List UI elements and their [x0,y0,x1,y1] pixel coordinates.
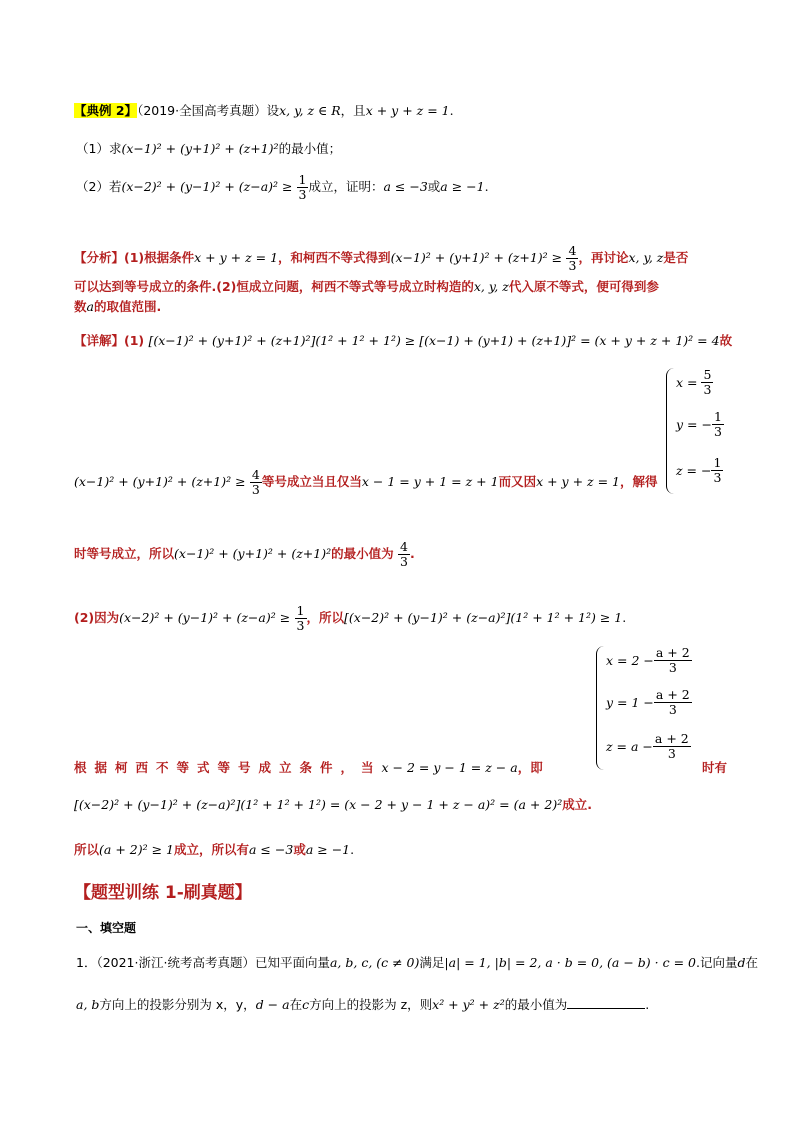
q1-number: （1）求 [76,141,122,156]
vector-d: d [737,955,746,970]
system-row [676,410,724,439]
system-row [606,688,692,717]
detail-label: (2)因为 [74,610,120,625]
q1-tail: 的最小值； [278,141,342,156]
analysis-line-2 [74,279,659,295]
problem-text: .记向量 [695,955,738,970]
detail-p2-line-3 [74,797,592,813]
detail-equation: [(x−2)² + (y−1)² + (z−a)²](1² + 1² + 1²) ≥ 1 [344,610,623,625]
brace [666,368,675,494]
analysis-text: 是否 [663,250,689,265]
vector-c: c [302,997,310,1012]
fraction-den: 3 [400,554,408,569]
result-1: a ≤ −3 [383,179,428,194]
row-lhs: z = a − [606,739,653,754]
fraction [250,468,262,497]
vector-conditions: |a| = 1, |b| = 2, a · b = 0, (a − b) · c = 0 [444,955,696,970]
result-2: a ≥ −1 [440,179,485,194]
dot: . [622,610,627,625]
result-1: a ≤ −3 [249,842,294,857]
or-text: 或 [293,842,306,857]
fraction [297,173,309,202]
stem-text: 设 [266,103,280,118]
fraction-den: 3 [296,618,305,633]
detail-text: 故 [719,333,733,348]
analysis-inequality: (x−1)² + (y+1)² + (z+1)² ≥ [390,250,563,265]
problem-lead: 1．（2021·浙江·统考高考真题）已知平面向量 [76,955,330,970]
detail-text: ，所以 [306,610,345,625]
analysis-var-a: a [86,299,94,314]
fraction-num: 4 [400,539,408,554]
analysis-vars: x, y, z [628,250,664,265]
q2-tail: 成立，证明： [308,179,384,194]
detail-text: 根据柯西不等式等号成立条件，当 [74,760,382,775]
target-expression: x² + y² + z² [432,997,505,1012]
problem-text: 方向上的投影分别为 x，y， [99,997,256,1012]
analysis-text: 的取值范围. [93,299,162,314]
subsection-title: 一、填空题 [76,921,137,935]
stem-text: ，且 [340,103,366,118]
fraction-num: a + 2 [654,731,689,746]
question-1 [76,141,341,157]
answer-blank[interactable] [567,996,645,1009]
question-2 [76,173,489,202]
fraction [712,410,724,439]
detail-line-3 [74,540,415,569]
system-row [676,456,723,485]
brace [596,646,605,770]
fraction [701,368,713,397]
vars: x, y, z ∈ R [279,103,341,118]
system-row [606,732,691,761]
fraction-num: 1 [298,172,307,187]
problem-1-line-2 [76,996,649,1013]
fraction-den: 3 [703,382,712,397]
analysis-text: ，再讨论 [578,250,629,265]
dot: . [409,546,415,561]
problem-text: 在 [289,997,303,1012]
detail-text: 时有 [702,760,728,775]
detail-condition: x + y + z = 1 [536,474,620,489]
detail-text: 成立. [562,797,592,812]
fraction-den: 3 [251,482,260,497]
section-title: 【题型训练 1-刷真题】 [74,883,252,903]
system-row [606,646,692,675]
fraction-num: 4 [568,243,577,258]
equality-condition: x − 2 = y − 1 = z − a [381,760,518,775]
fraction-den: 3 [667,746,676,761]
fraction-den: 3 [713,424,722,439]
fraction [653,732,691,761]
fraction-num: 4 [251,467,260,482]
detail-p2-line-2 [74,760,543,776]
vector-d-minus-a: d − a [255,997,290,1012]
analysis-text: 可以达到等号成立的条件.(2)恒成立问题，柯西不等式等号成立时构造的 [74,279,474,294]
result-2: a ≥ −1 [305,842,351,857]
analysis-text: ，和柯西不等式得到 [278,250,391,265]
detail-inequality: (x−1)² + (y+1)² + (z+1)² ≥ [74,474,246,489]
detail-text: 的最小值为 [331,546,394,561]
solution-system-1 [666,368,756,494]
detail-line-2 [74,468,658,497]
detail-text: ，解得 [620,474,658,489]
condition: x + y + z = 1 [365,103,450,118]
analysis-label: 【分析】(1)根据条件 [74,250,195,265]
fraction [711,456,723,485]
detail-p2-line-2b [702,760,727,776]
example-badge: 【典例 2】 [74,103,138,118]
detail-expression: (x−1)² + (y+1)² + (z+1)² [174,546,332,561]
detail-text: 时等号成立，所以 [74,546,175,561]
q2-expression: (x−2)² + (y−1)² + (z−a)² ≥ [121,179,293,194]
detail-text: 而又因 [498,474,537,489]
analysis-condition: x + y + z = 1 [194,250,279,265]
dot: . [645,997,650,1012]
system-row [676,368,713,397]
fraction [654,646,692,675]
row-lhs: y = 1 − [606,695,654,710]
detail-p2-line-4 [74,842,354,858]
analysis-line-3 [74,299,161,315]
detail-equation: [(x−1)² + (y+1)² + (z+1)²](1² + 1² + 1²) ≥ [(x−1) + (y+1) + (z+1)]² = (x + y + z + 1)² = 4 [148,333,720,348]
fraction-num: 1 [713,409,722,424]
example-source: （2019·全国高考真题） [137,103,267,118]
detail-text: 等号成立当且仅当 [261,474,362,489]
detail-text: ，即 [517,760,543,775]
detail-inequality: (x−2)² + (y−1)² + (z−a)² ≥ [119,610,291,625]
vectors: a, b, c, (c ≠ 0) [329,955,420,970]
fraction-den: 3 [668,702,677,717]
row-lhs: x = 2 − [606,653,654,668]
fraction [566,244,578,273]
solution-system-2 [596,646,696,770]
analysis-text: 数 [74,299,87,314]
q1-expression: (x−1)² + (y+1)² + (z+1)² [121,141,279,156]
problem-text: 的最小值为 [504,997,568,1012]
detail-text: 所以 [74,842,100,857]
fraction-den: 3 [298,187,307,202]
dot: . [449,103,454,118]
fraction-den: 3 [713,470,722,485]
fraction [295,604,307,633]
problem-1-line-1 [76,955,758,971]
example-title-line [74,103,454,119]
problem-text: 方向上的投影为 z，则 [309,997,433,1012]
detail-text: 成立，所以有 [173,842,249,857]
fraction-num: 1 [713,455,722,470]
row-lhs: y = − [676,417,712,432]
vectors-ab: a, b [76,997,100,1012]
row-lhs: z = − [676,463,712,478]
detail-line-1 [74,333,732,349]
problem-text: 在 [745,955,758,970]
fraction-num: a + 2 [655,645,690,660]
analysis-text: 代入原不等式，便可得到参 [508,279,659,294]
detail-label: 【详解】(1) [74,333,145,348]
detail-p2-line-1 [74,604,626,633]
equality-condition: x − 1 = y + 1 = z + 1 [361,474,499,489]
analysis-vars: x, y, z [473,279,509,294]
fraction [398,540,410,569]
fraction [654,688,692,717]
dot: . [484,179,489,194]
or-text: 或 [427,179,441,194]
analysis-line-1 [74,244,688,273]
fraction-den: 3 [568,258,577,273]
fraction-num: 1 [296,603,305,618]
problem-text: 满足 [419,955,445,970]
q2-number: （2）若 [76,179,122,194]
row-lhs: x = [676,375,698,390]
detail-inequality: (a + 2)² ≥ 1 [99,842,174,857]
fraction-num: a + 2 [655,687,690,702]
detail-equation: [(x−2)² + (y−1)² + (z−a)²](1² + 1² + 1²) = (x − 2 + y − 1 + z − a)² = (a + 2)² [74,797,563,812]
fraction-den: 3 [668,660,677,675]
fraction-num: 5 [703,367,712,382]
dot: . [350,842,355,857]
